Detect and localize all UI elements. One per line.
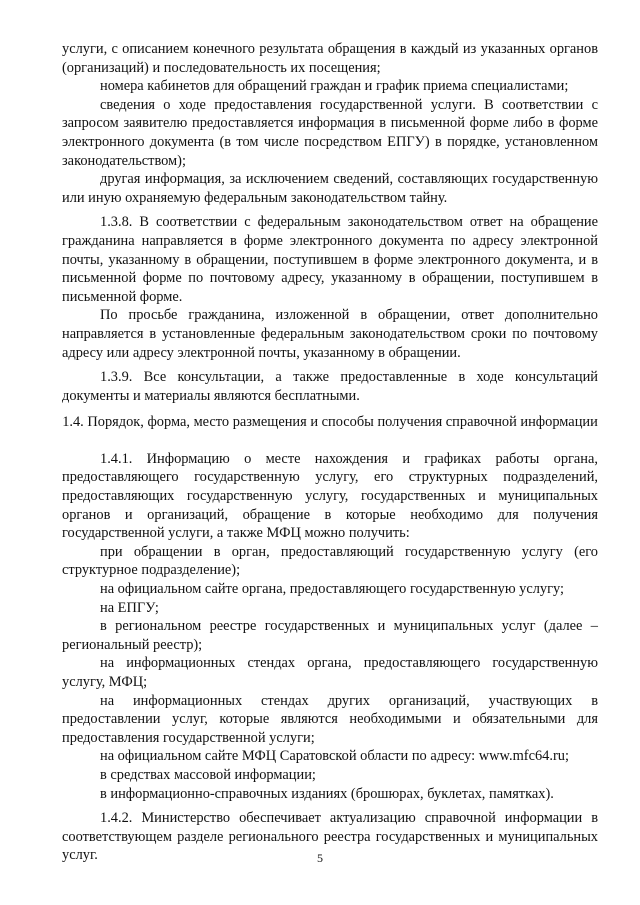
paragraph: 1.4.2. Министерство обеспечивает актуализацию справочной информации в соответствующем разделе регионального реестра государственных и муниципальных услуг. [62,810,598,864]
paragraph: сведения о ходе предоставления государственной услуги. В соответствии с запросом заявителю предоставляется информация в письменной форме либо в форме электронного документа (в том числе посредством ЕПГУ) в порядке, установленном законодательством); [62,96,598,169]
paragraph: в информационно-справочных изданиях (брошюрах, буклетах, памятках). [100,785,554,802]
paragraph: на информационных стендах других организаций, участвующих в предоставлении услуг, которые являются необходимыми и обязательными для предоставления государственной услуги; [62,692,598,746]
paragraph: 1.4.1. Информацию о месте нахождения и графиках работы органа, предоставляющего государственную услугу, его структурных подразделений, предоставляющих государственную услугу, государственных и муниципальных органов и организаций, обращение в которые необходимо для получения государственной услуги, а также МФЦ можно получить: [62,450,598,542]
paragraph: в региональном реестре государственных и муниципальных услуг (далее – региональный реестр); [62,618,598,653]
paragraph: услуги, с описанием конечного результата обращения в каждый из указанных органов (организаций) и последовательность их посещения; [62,41,598,76]
section-heading: 1.4. Порядок, форма, место размещения и способы получения справочной информации [62,414,598,431]
paragraph: при обращении в орган, предоставляющий государственную услугу (его структурное подразделение); [62,543,598,579]
paragraph: номера кабинетов для обращений граждан и график приема специалистами; [100,78,569,95]
paragraph: в средствах массовой информации; [100,766,316,783]
page-number: 5 [317,851,323,865]
paragraph: 1.3.8. В соответствии с федеральным законодательством ответ на обращение гражданина направляется в форме электронного документа по адресу электронной почты, указанному в обращении, поступившем в форме электронного документа, и в письменной форме по почтовому адресу, указанному в обращении, поступившем в письменной форме. [62,214,598,305]
paragraph: 1.3.9. Все консультации, а также предоставленные в ходе консультаций документы и материалы являются бесплатными. [62,369,598,404]
paragraph: на ЕПГУ; [100,599,159,616]
paragraph: По просьбе гражданина, изложенной в обращении, ответ дополнительно направляется в установленные федеральным законодательством сроки по почтовому адресу или адресу электронной почты, указанному в обращении. [62,307,598,361]
paragraph: на официальном сайте МФЦ Саратовской области по адресу: www.mfc64.ru; [100,748,569,765]
paragraph: на информационных стендах органа, предоставляющего государственную услугу, МФЦ; [62,655,598,690]
paragraph: на официальном сайте органа, предоставляющего государственную услугу; [100,581,565,598]
paragraph: другая информация, за исключением сведений, составляющих государственную или иную охраняемую федеральным законодательством тайну. [62,171,598,206]
